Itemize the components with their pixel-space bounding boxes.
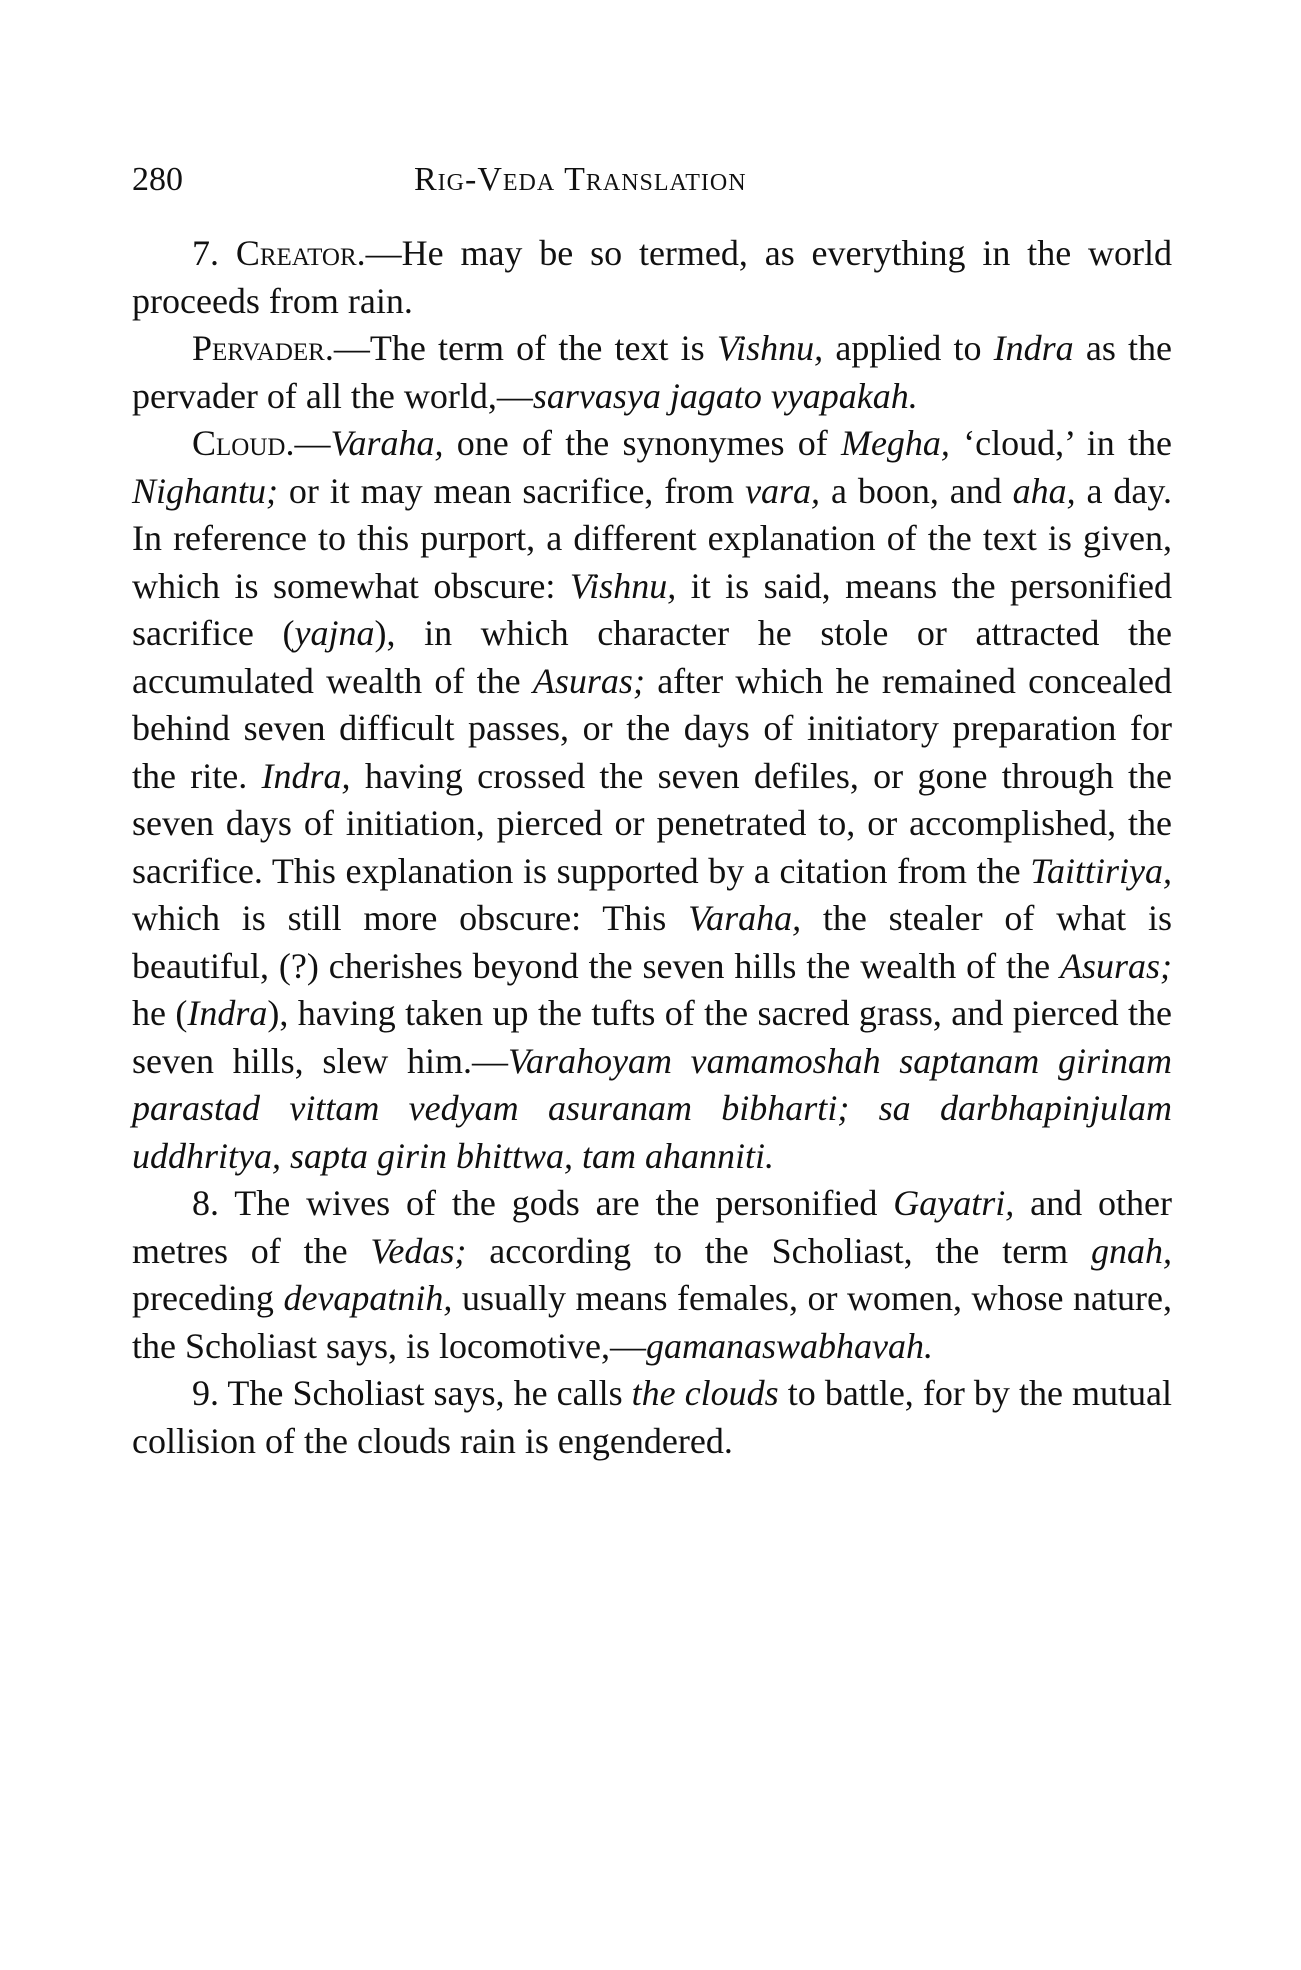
book-page — [132, 150, 1172, 1465]
note-9: 9. The Scholiast says, he calls the clouds to battle, for by the mutual collision of the clouds rain is engendered. — [132, 1373, 1172, 1461]
running-title: Rig-Veda Translation — [414, 161, 747, 198]
page-number: 280 — [132, 161, 183, 198]
note-number: 9. — [192, 1373, 228, 1413]
note-8: 8. The wives of the gods are the personified Gayatri, and other metres of the Vedas; according to the Scholiast, the term gnah, preceding devapatnih, usually means females, or women, whose nature, the Scholiast says, is locomotive,—gamanaswabhavah. — [132, 1183, 1172, 1366]
note-number: 8. — [192, 1183, 235, 1223]
running-head — [132, 150, 1172, 210]
note-7-pervader: Pervader.—The term of the text is Vishnu, applied to Indra as the pervader of all the world,—sarvasya jagato vyapakah. — [132, 328, 1172, 416]
notes-body — [132, 230, 1172, 1465]
note-heading: Creator. — [235, 233, 366, 273]
note-number: 7. — [192, 233, 236, 273]
note-heading: Cloud. — [192, 423, 295, 463]
note-heading: Pervader. — [192, 328, 334, 368]
note-7-creator: 7. Creator.—He may be so termed, as everything in the world proceeds from rain. — [132, 233, 1172, 321]
note-7-cloud: Cloud.—Varaha, one of the synonymes of Megha, ‘cloud,’ in the Nighantu; or it may mean sacrifice, from vara, a boon, and aha, a day. In reference to this purport, a different explanation of the text is given, which is somewhat obscure: Vishnu, it is said, means the personified sacrifice (yajna), in which character he stole or attracted the accumulated wealth of the Asuras; after which he remained concealed behind seven difficult passes, or the days of initiatory preparation for the rite. Indra, having crossed the seven defiles, or gone through the seven days of initiation, pierced or penetrated to, or accomplished, the sacrifice. This explanation is supported by a citation from the Taittiriya, which is still more obscure: This Varaha, the stealer of what is beautiful, (?) cherishes beyond the seven hills the wealth of the Asuras; he (Indra), having taken up the tufts of the sacred grass, and pierced the seven hills, slew him.—Varahoyam vamamoshah saptanam girinam parastad vittam vedyam asuranam bibharti; sa darbhapinjulam uddhritya, sapta girin bhittwa, tam ahanniti. — [132, 423, 1173, 1176]
